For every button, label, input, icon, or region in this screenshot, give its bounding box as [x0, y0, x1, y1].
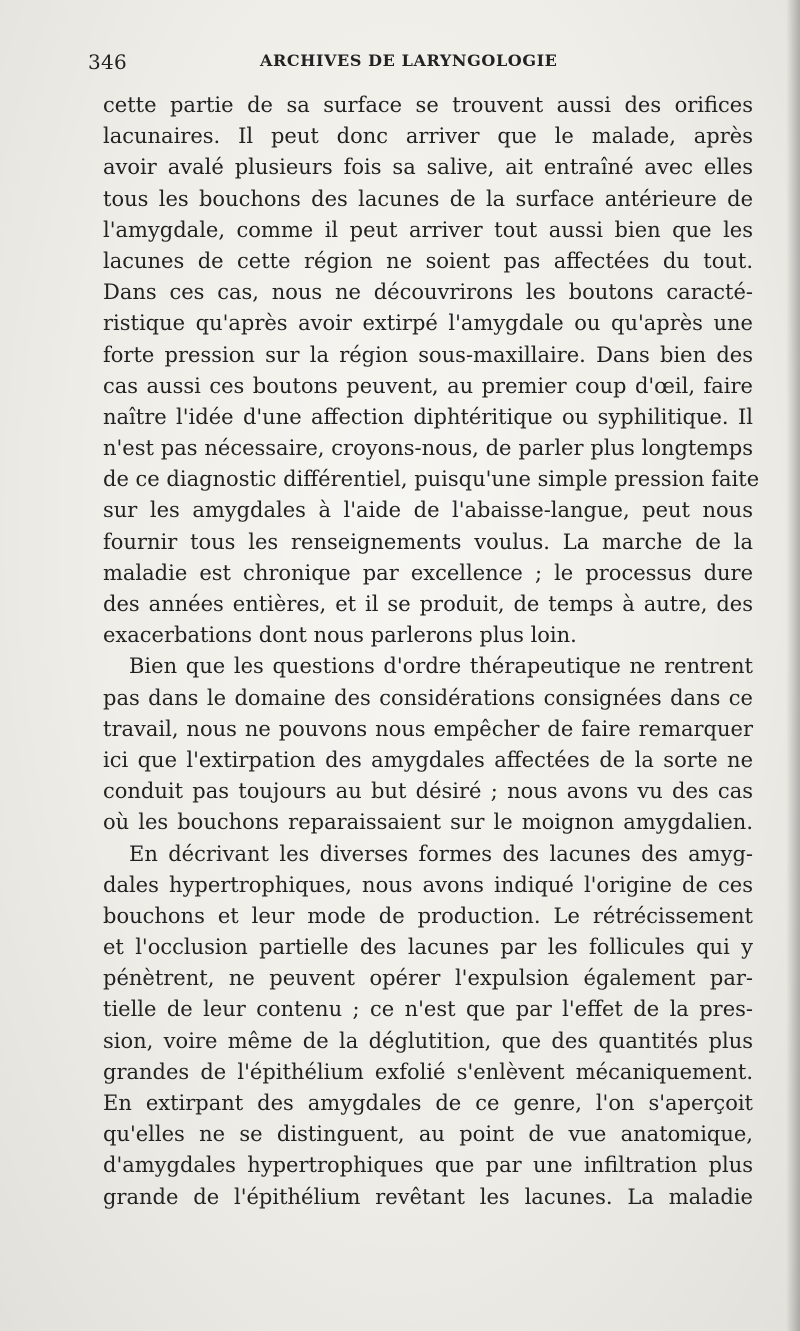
text-line: grandes de l'épithélium exfolié s'enlèvent mécaniquement.: [103, 1059, 753, 1084]
text-line: tielle de leur contenu ; ce n'est que par l'effet de la pres-: [103, 997, 753, 1022]
text-line: En extirpant des amygdales de ce genre, l'on s'aperçoit: [103, 1091, 753, 1115]
text-line: n'est pas nécessaire, croyons-nous, de parler plus longtemps: [103, 436, 753, 461]
paragraph-start-line: Bien que les questions d'ordre thérapeutique ne rentrent: [129, 654, 753, 679]
text-line: fournir tous les renseignements voulus. La marche de la: [103, 529, 753, 554]
text-line: maladie est chronique par excellence ; le processus dure: [103, 560, 753, 585]
paragraph-start-line: En décrivant les diverses formes des lacunes des amyg-: [129, 841, 753, 866]
text-line: travail, nous ne pouvons nous empêcher de faire remarquer: [103, 716, 753, 741]
text-line: ici que l'extirpation des amygdales affectées de la sorte ne: [103, 747, 753, 772]
text-line: avoir avalé plusieurs fois sa salive, ait entraîné avec elles: [103, 155, 753, 180]
text-line: et l'occlusion partielle des lacunes par les follicules qui y: [103, 935, 753, 960]
running-title: ARCHIVES DE LARYNGOLOGIE: [260, 51, 558, 70]
text-line: ristique qu'après avoir extirpé l'amygdale ou qu'après une: [103, 311, 753, 336]
text-line: pénètrent, ne peuvent opérer l'expulsion également par-: [103, 966, 753, 991]
text-line: dales hypertrophiques, nous avons indiqué l'origine de ces: [103, 872, 753, 897]
text-line: lacunes de cette région ne soient pas affectées du tout.: [103, 248, 753, 273]
text-line: sur les amygdales à l'aide de l'abaisse-langue, peut nous: [103, 498, 753, 523]
text-line: de ce diagnostic différentiel, puisqu'une simple pression faite: [103, 467, 760, 492]
text-line: d'amygdales hypertrophiques que par une infiltration plus: [103, 1153, 753, 1178]
page-header: [88, 50, 758, 80]
text-line: tous les bouchons des lacunes de la surface antérieure de: [103, 186, 753, 211]
text-line: cas aussi ces boutons peuvent, au premier coup d'œil, faire: [103, 373, 753, 398]
text-line: conduit pas toujours au but désiré ; nous avons vu des cas: [103, 779, 753, 804]
text-line: sion, voire même de la déglutition, que des quantités plus: [103, 1028, 753, 1053]
text-line: lacunaires. Il peut donc arriver que le malade, après: [103, 124, 753, 149]
body-text: [103, 90, 760, 1213]
text-line: des années entières, et il se produit, de temps à autre, des: [103, 592, 753, 616]
text-line: cette partie de sa surface se trouvent aussi des orifices: [103, 93, 753, 117]
text-line: grande de l'épithélium revêtant les lacunes. La maladie: [103, 1184, 753, 1209]
text-line: Dans ces cas, nous ne découvrirons les boutons caracté-: [103, 280, 753, 305]
text-line: forte pression sur la région sous-maxillaire. Dans bien des: [103, 342, 753, 367]
paragraph-end-line: où les bouchons reparaissaient sur le moignon amygdalien.: [103, 810, 753, 835]
text-line: naître l'idée d'une affection diphtéritique ou syphilitique. Il: [103, 404, 753, 429]
page-number: 346: [88, 50, 128, 74]
text-line: bouchons et leur mode de production. Le rétrécissement: [103, 903, 753, 928]
text-line: pas dans le domaine des considérations consignées dans ce: [103, 685, 753, 710]
text-line: qu'elles ne se distinguent, au point de vue anatomique,: [103, 1122, 753, 1147]
text-line: l'amygdale, comme il peut arriver tout aussi bien que les: [103, 217, 753, 242]
page-edge-shadow: [786, 0, 800, 1331]
paragraph-end-line: exacerbations dont nous parlerons plus loin.: [103, 623, 577, 648]
